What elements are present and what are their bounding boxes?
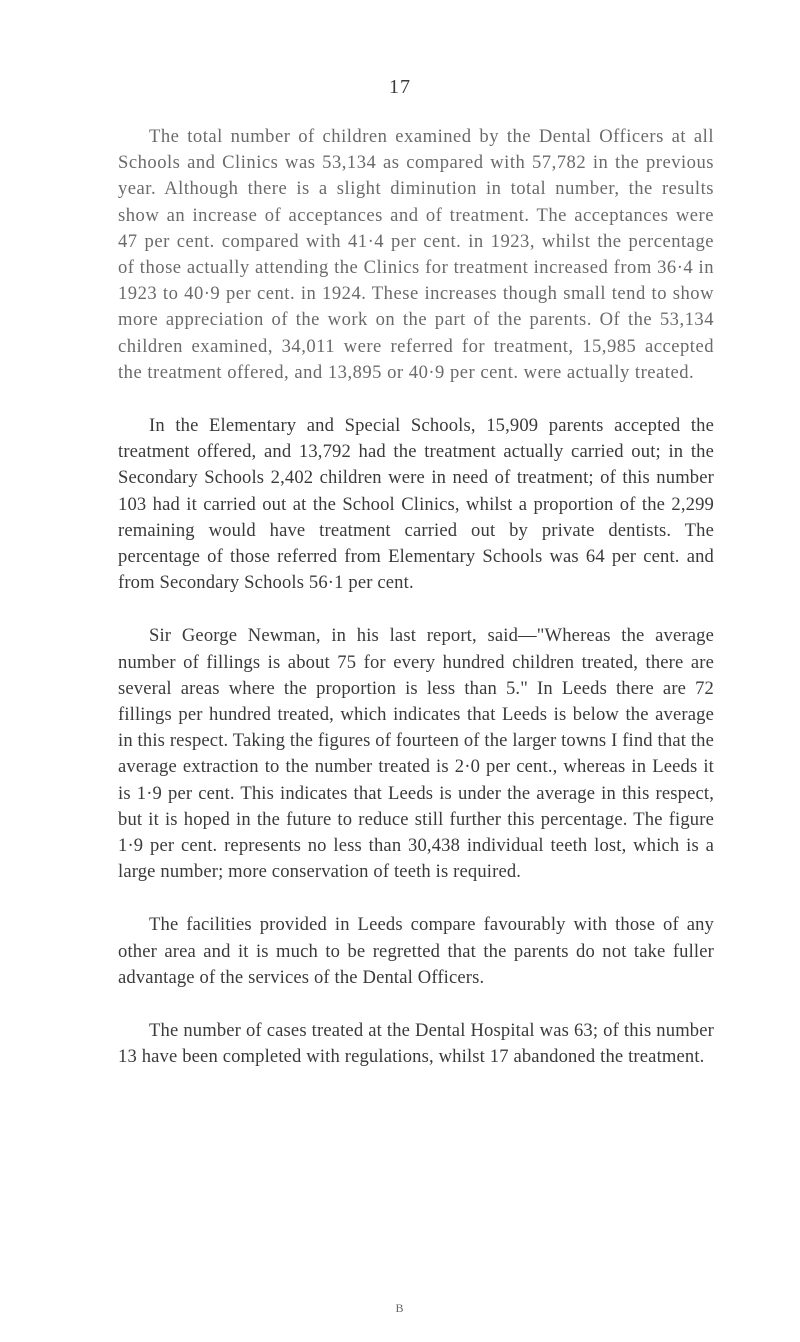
paragraph-facilities: The facilities provided in Leeds compare favourably with those of any other area and it is much to be regretted that the parents do not take fuller advantage of the services of the Dental Officers.	[118, 914, 714, 988]
paragraph-dental-hospital: The number of cases treated at the Dental Hospital was 63; of this number 13 have been completed with regulations, whilst 17 abandoned the treatment.	[118, 1020, 714, 1068]
page-number: 17	[389, 76, 411, 98]
paragraph-fillings-extractions: Sir George Newman, in his last report, said—"Whereas the average number of fillings is about 75 for every hundred children treated, there are several areas where the proportion is less than 5." In Leeds there are 72 fillings per hundred treated, which indicates that Leeds is below the average in this respect. Taking the figures of fourteen of the larger towns I find that the average extraction to the number treated is 2·0 per cent., whereas in Leeds it is 1·9 per cent. This indicates that Leeds is under the average in this respect, but it is hoped in the future to reduce still further this percentage. The figure 1·9 per cent. represents no less than 30,438 individual teeth lost, which is a large number; more conservation of teeth is required.	[118, 625, 715, 883]
body-text	[118, 124, 714, 1098]
paragraph-dental-examinations: The total number of children examined by the Dental Officers at all Schools and Clinics was 53,134 as compared with 57,782 in the previous year. Although there is a slight diminution in total number, the results show an increase of acceptances and of treatment. The acceptances were 47 per cent. compared with 41·4 per cent. in 1923, whilst the percentage of those actually attending the Clinics for treatment increased from 36·4 in 1923 to 40·9 per cent. in 1924. These increases though small tend to show more appreciation of the work on the part of the parents. Of the 53,134 children examined, 34,011 were referred for treatment, 15,985 accepted the treatment offered, and 13,895 or 40·9 per cent. were actually treated.	[118, 126, 714, 383]
paragraph-elementary-secondary-schools: In the Elementary and Special Schools, 15,909 parents accepted the treatment offered, and 13,792 had the treatment actually carried out; in the Secondary Schools 2,402 children were in need of treatment; of this number 103 had it carried out at the School Clinics, whilst a proportion of the 2,299 remaining would have treatment carried out by private dentists. The percentage of those referred from Elementary Schools was 64 per cent. and from Secondary Schools 56·1 per cent.	[118, 415, 714, 594]
signature-mark: B	[395, 1301, 405, 1315]
